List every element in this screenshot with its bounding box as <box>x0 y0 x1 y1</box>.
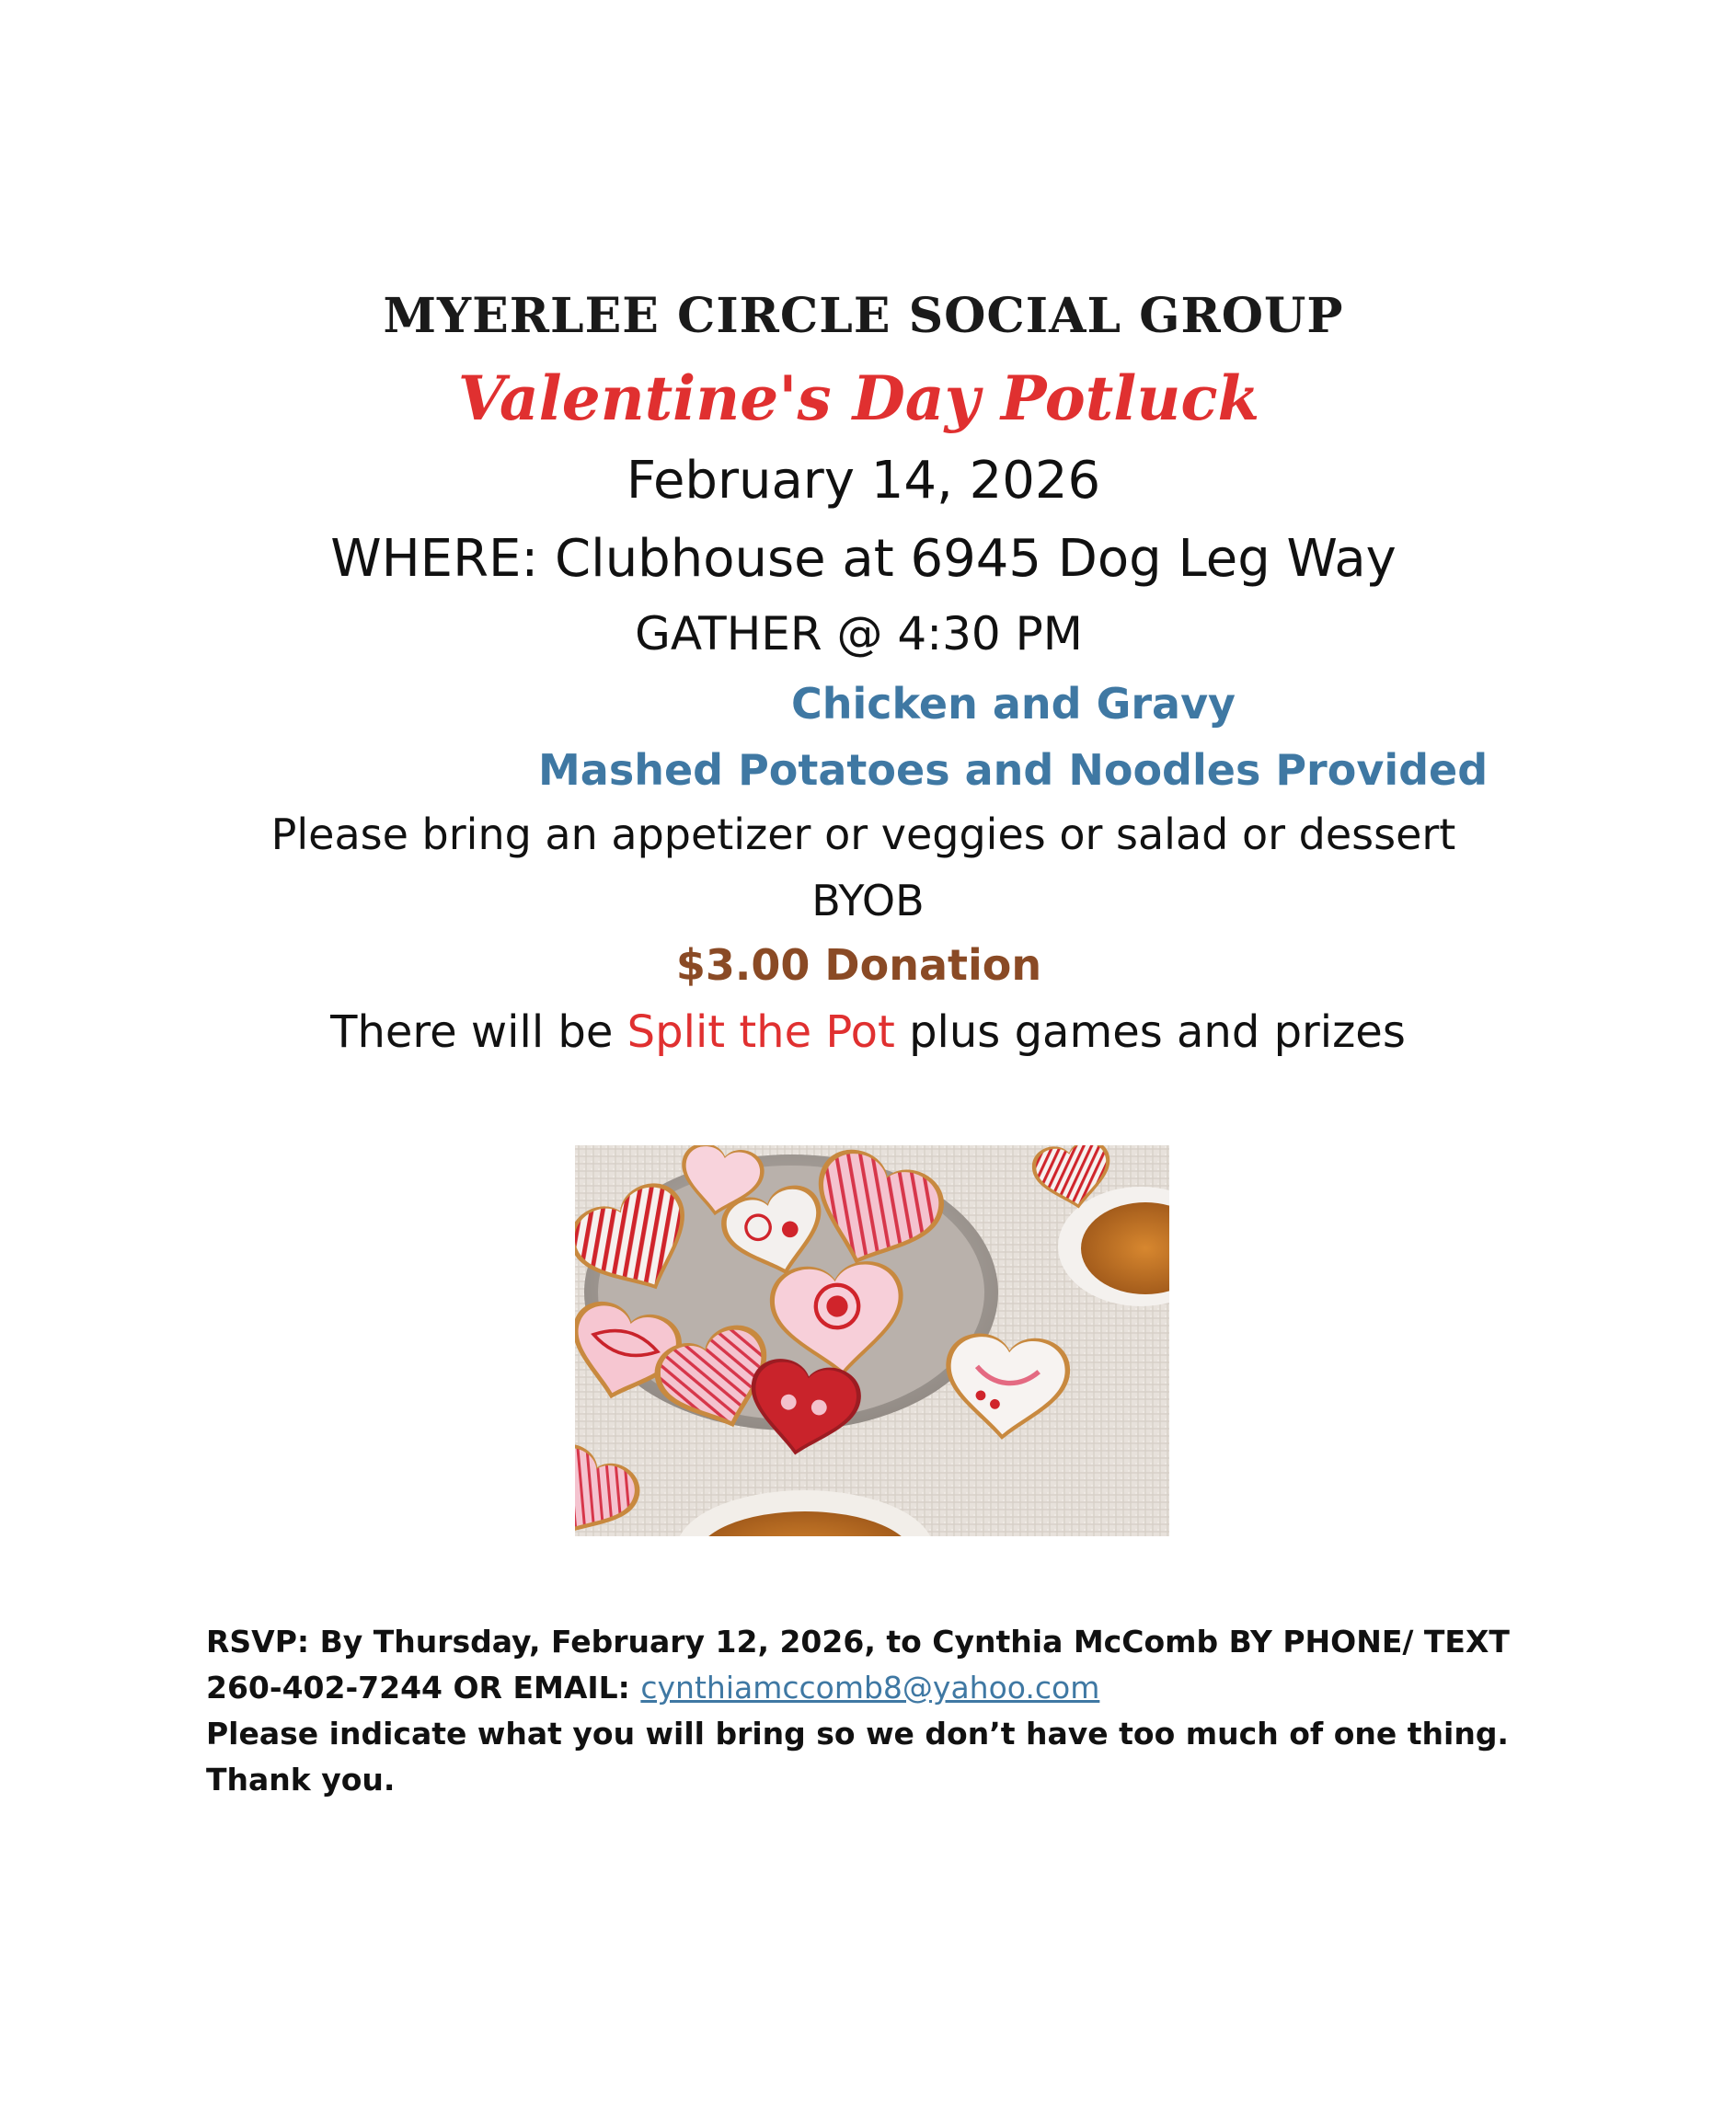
heart-cookies-photo <box>575 1145 1169 1536</box>
rsvp-line-2 <box>206 1665 1540 1711</box>
provided-food-line-1: Chicken and Gravy <box>791 679 1236 729</box>
rsvp-block <box>206 1619 1540 1803</box>
rsvp-line-4: Thank you. <box>206 1762 396 1798</box>
gather-time: GATHER @ 4:30 PM <box>635 607 1083 660</box>
rsvp-line-3: Please indicate what you will bring so we don’t have too much of one thing. <box>206 1716 1509 1752</box>
event-title: Valentine's Day Potluck <box>457 362 1260 434</box>
provided-food-line-2: Mashed Potatoes and Noodles Provided <box>538 745 1489 795</box>
email-link[interactable]: cynthiamccomb8@yahoo.com <box>640 1670 1100 1706</box>
rsvp-line-1: RSVP: By Thursday, February 12, 2026, to Cynthia McComb BY PHONE/ TEXT <box>206 1624 1510 1660</box>
split-text-after: plus games and prizes <box>894 1006 1406 1058</box>
rsvp-phone-label: 260-402-7244 OR EMAIL: <box>206 1670 641 1706</box>
split-the-pot-highlight: Split the Pot <box>627 1006 895 1058</box>
donation-amount: $3.00 Donation <box>675 940 1042 990</box>
event-date: February 14, 2026 <box>626 451 1101 511</box>
bring-instructions: Please bring an appetizer or veggies or salad or dessert <box>270 810 1456 859</box>
group-heading: MYERLEE CIRCLE SOCIAL GROUP <box>383 288 1344 344</box>
event-location: WHERE: Clubhouse at 6945 Dog Leg Way <box>330 529 1397 589</box>
byob-note: BYOB <box>811 876 925 925</box>
split-text-before: There will be <box>330 1006 627 1058</box>
split-the-pot-note <box>0 1006 1736 1058</box>
